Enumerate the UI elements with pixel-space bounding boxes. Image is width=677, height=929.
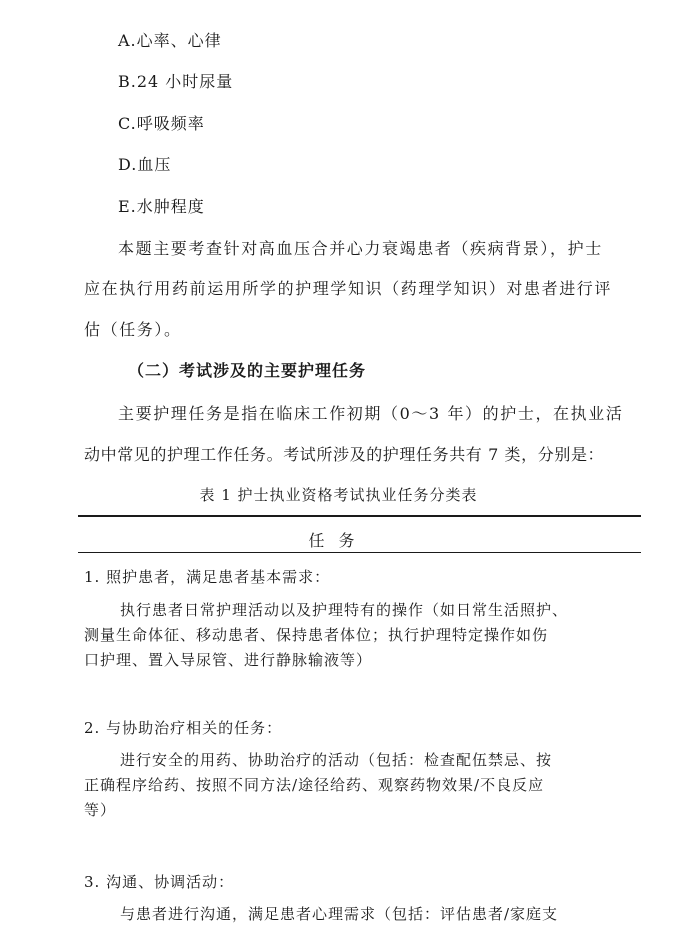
- option-a: A.心率、心律: [118, 31, 222, 50]
- task-item-2-body: [84, 748, 644, 823]
- task-item-2-line-3: 等）: [84, 801, 117, 819]
- explanation-line-1: 本题主要考查针对高血压合并心力衰竭患者（疾病背景），护士: [118, 239, 603, 258]
- option-e: E.水肿程度: [118, 197, 205, 216]
- task-item-2-line-2: 正确程序给药、按照不同方法/途径给药、观察药物效果/不良反应: [84, 776, 545, 794]
- option-d: D.血压: [118, 155, 172, 174]
- task-item-1-line-1: 执行患者日常护理活动以及护理特有的操作（如日常生活照护、: [120, 601, 569, 619]
- table-column-header: 任务: [308, 531, 369, 550]
- option-c: C.呼吸频率: [118, 114, 205, 133]
- task-item-3-line-1: 与患者进行沟通，满足患者心理需求（包括：评估患者/家庭支: [120, 905, 559, 923]
- intro-line-1: 主要护理任务是指在临床工作初期（0～3 年）的护士，在执业活: [118, 404, 624, 423]
- task-item-3-body: [84, 902, 644, 927]
- table-caption: 表 1 护士执业资格考试执业任务分类表: [199, 486, 478, 504]
- intro-line-2: 动中常见的护理工作任务。考试所涉及的护理任务共有 7 类，分别是：: [84, 445, 605, 464]
- explanation-line-2: 应在执行用药前运用所学的护理学知识（药理学知识）对患者进行评: [84, 279, 613, 298]
- task-item-2-line-1: 进行安全的用药、协助治疗的活动（包括：检查配伍禁忌、按: [120, 751, 553, 769]
- option-b: B.24 小时尿量: [118, 72, 234, 91]
- task-item-3-title: 3. 沟通、协调活动：: [84, 873, 235, 891]
- task-item-1-body: [84, 598, 644, 673]
- section-heading: （二）考试涉及的主要护理任务: [128, 361, 367, 380]
- explanation-line-3: 估（任务）。: [84, 320, 182, 339]
- table-top-rule: [78, 515, 641, 517]
- task-item-2-title: 2. 与协助治疗相关的任务：: [84, 719, 283, 737]
- task-item-1-line-2: 测量生命体征、移动患者、保持患者体位；执行护理特定操作如伤: [84, 626, 549, 644]
- task-item-1-line-3: 口护理、置入导尿管、进行静脉输液等）: [84, 651, 373, 669]
- task-item-1-title: 1. 照护患者，满足患者基本需求：: [84, 568, 331, 586]
- table-header-rule: [78, 552, 641, 553]
